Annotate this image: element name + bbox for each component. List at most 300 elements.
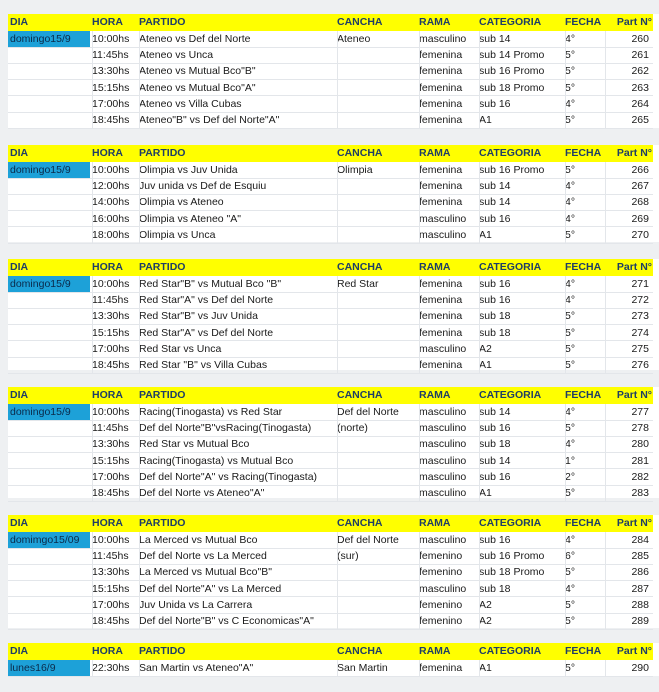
table-row [8, 485, 653, 501]
table-row [8, 469, 653, 485]
row-gridline [8, 676, 653, 677]
cell-partido: Olimpia vs Juv Unida [139, 164, 238, 176]
cell-categoria: sub 14 [479, 406, 511, 418]
column-header-rama: RAMA [419, 16, 451, 28]
cell-part: 272 [631, 294, 649, 307]
cell-cancha: (sur) [337, 550, 359, 563]
cell-fecha: 5° [565, 326, 576, 339]
cell-categoria: sub 18 [479, 438, 511, 451]
match-block [0, 515, 659, 629]
cell-hora: 10:00hs [92, 33, 130, 45]
day-cell [8, 660, 90, 676]
cell-part: 287 [631, 582, 649, 595]
row-gridline [8, 243, 653, 244]
column-header-categoria: CATEGORIA [479, 16, 542, 28]
cell-part: 271 [631, 278, 649, 290]
header-row [8, 515, 653, 532]
cell-fecha: 2° [565, 470, 576, 483]
cell-rama: femenina [419, 326, 463, 339]
cell-rama: femenina [419, 196, 463, 209]
cell-cancha: Def del Norte [337, 534, 399, 546]
cell-partido: Def del Norte vs Ateneo"A" [139, 487, 265, 499]
cell-part: 265 [631, 114, 649, 126]
day-label: domingo15/9 [10, 406, 71, 418]
match-block [0, 387, 659, 501]
column-gridline [605, 404, 606, 501]
cell-rama: femenina [419, 310, 463, 323]
column-header-fecha: FECHA [565, 147, 602, 159]
cell-partido: Racing(Tinogasta) vs Mutual Bco [139, 454, 294, 467]
cell-hora: 22:30hs [92, 662, 130, 674]
row-gutter [0, 259, 8, 373]
table-row [8, 597, 653, 613]
column-gridline [337, 162, 338, 243]
cell-fecha: 4° [565, 278, 576, 290]
day-label: domingo15/9 [10, 278, 71, 290]
cell-cancha: San Martin [337, 662, 388, 674]
column-gridline [92, 660, 93, 676]
cell-partido: Olimpia vs Ateneo [139, 196, 224, 209]
cell-rama: femenina [419, 97, 463, 110]
cell-hora: 14:00hs [92, 196, 130, 209]
cell-part: 281 [631, 454, 649, 467]
cell-rama: masculino [419, 406, 467, 418]
cell-rama: masculino [419, 438, 467, 451]
table-row [8, 532, 653, 548]
cell-hora: 17:00hs [92, 342, 130, 355]
column-gridline [605, 31, 606, 128]
column-header-rama: RAMA [419, 261, 451, 273]
cell-categoria: A2 [479, 598, 492, 611]
cell-fecha: 5° [565, 615, 576, 627]
column-gridline [92, 404, 93, 501]
table-row [8, 63, 653, 79]
table-row [8, 613, 653, 629]
day-cell [8, 532, 90, 548]
cell-categoria: sub 14 [479, 33, 511, 45]
column-gridline [419, 532, 420, 629]
block-separator [0, 628, 659, 643]
column-header-hora: HORA [92, 517, 123, 529]
cell-part: 280 [631, 438, 649, 451]
cell-categoria: sub 14 [479, 180, 511, 193]
column-header-partido: PARTIDO [139, 517, 186, 529]
header-row [8, 387, 653, 404]
cell-partido: Red Star "B" vs Villa Cubas [139, 359, 268, 371]
column-header-rama: RAMA [419, 517, 451, 529]
column-header-categoria: CATEGORIA [479, 517, 542, 529]
column-gridline [139, 532, 140, 629]
cell-fecha: 4° [565, 180, 576, 193]
cell-categoria: A2 [479, 342, 492, 355]
cell-fecha: 4° [565, 406, 576, 418]
cell-fecha: 5° [565, 487, 576, 499]
cell-cancha: Def del Norte [337, 406, 399, 418]
column-header-part: Part N° [616, 16, 652, 28]
table-row [8, 564, 653, 580]
table-row [8, 211, 653, 227]
cell-hora: 10:00hs [92, 406, 130, 418]
cell-partido: Def del Norte"A" vs Racing(Tinogasta) [139, 470, 318, 483]
cell-hora: 17:00hs [92, 598, 130, 611]
cell-hora: 10:00hs [92, 278, 130, 290]
row-gutter [0, 643, 8, 676]
cell-fecha: 5° [565, 662, 576, 674]
cell-categoria: sub 16 [479, 470, 511, 483]
block-separator [0, 0, 659, 14]
column-gridline [419, 31, 420, 128]
cell-fecha: 5° [565, 566, 576, 579]
cell-rama: masculino [419, 228, 467, 241]
cell-partido: Red Star"A" vs Def del Norte [139, 294, 274, 307]
cell-partido: Ateneo vs Mutual Bco"B" [139, 65, 256, 78]
column-gridline [479, 31, 480, 128]
column-gridline [565, 162, 566, 243]
cell-categoria: sub 14 [479, 454, 511, 467]
cell-rama: femenina [419, 164, 463, 176]
cell-rama: masculino [419, 454, 467, 467]
cell-part: 270 [631, 228, 649, 241]
cell-rama: masculino [419, 342, 467, 355]
cell-hora: 16:00hs [92, 212, 130, 225]
column-gridline [565, 660, 566, 676]
cell-fecha: 5° [565, 114, 576, 126]
cell-partido: Juv unida vs Def de Esquiu [139, 180, 267, 193]
column-header-hora: HORA [92, 645, 123, 657]
cell-hora: 15:15hs [92, 81, 130, 94]
cell-part: 288 [631, 598, 649, 611]
cell-rama: femenina [419, 65, 463, 78]
cell-categoria: A1 [479, 228, 492, 241]
column-header-partido: PARTIDO [139, 16, 186, 28]
cell-cancha: Ateneo [337, 33, 371, 45]
cell-categoria: sub 16 Promo [479, 164, 545, 176]
table-row [8, 325, 653, 341]
cell-partido: Def del Norte"B"vsRacing(Tinogasta) [139, 422, 312, 435]
column-header-categoria: CATEGORIA [479, 389, 542, 401]
cell-hora: 12:00hs [92, 180, 130, 193]
table-row [8, 80, 653, 96]
day-cell [8, 162, 90, 178]
column-header-hora: HORA [92, 261, 123, 273]
row-gutter [0, 145, 8, 243]
cell-fecha: 5° [565, 65, 576, 78]
cell-partido: Red Star vs Unca [139, 342, 222, 355]
cell-hora: 13:30hs [92, 566, 130, 579]
cell-fecha: 4° [565, 438, 576, 451]
table-row [8, 660, 653, 676]
cell-part: 276 [631, 359, 649, 371]
cell-hora: 18:00hs [92, 228, 130, 241]
block-separator [0, 242, 659, 259]
column-header-cancha: CANCHA [337, 389, 383, 401]
cell-hora: 11:45hs [92, 550, 129, 563]
cell-rama: femenino [419, 615, 463, 627]
cell-partido: Red Star"A" vs Def del Norte [139, 326, 274, 339]
column-gridline [565, 404, 566, 501]
cell-partido: Red Star"B" vs Mutual Bco "B" [139, 278, 282, 290]
cell-categoria: sub 14 Promo [479, 49, 545, 62]
cell-fecha: 4° [565, 582, 576, 595]
cell-hora: 18:45hs [92, 487, 130, 499]
cell-hora: 15:15hs [92, 454, 130, 467]
cell-rama: masculino [419, 33, 467, 45]
column-gridline [337, 660, 338, 676]
cell-partido: Ateneo vs Mutual Bco"A" [139, 81, 256, 94]
cell-part: 284 [631, 534, 649, 546]
header-row [8, 643, 653, 660]
column-header-fecha: FECHA [565, 16, 602, 28]
column-header-part: Part N° [616, 261, 652, 273]
cell-part: 268 [631, 196, 649, 209]
table-row [8, 308, 653, 324]
cell-partido: La Merced vs Mutual Bco [139, 534, 258, 546]
column-gridline [479, 276, 480, 373]
row-gridline [8, 501, 653, 502]
row-gridline [8, 629, 653, 630]
cell-fecha: 5° [565, 422, 576, 435]
row-gutter [0, 14, 8, 128]
day-label: domimgo15/09 [10, 534, 80, 546]
column-gridline [605, 660, 606, 676]
cell-part: 269 [631, 212, 649, 225]
cell-part: 285 [631, 550, 649, 563]
column-header-categoria: CATEGORIA [479, 147, 542, 159]
block-separator [0, 128, 659, 145]
cell-fecha: 5° [565, 598, 576, 611]
cell-part: 289 [631, 615, 649, 627]
table-row [8, 357, 653, 373]
cell-partido: Red Star"B" vs Juv Unida [139, 310, 258, 323]
column-gridline [92, 162, 93, 243]
cell-hora: 11:45hs [92, 49, 129, 62]
cell-cancha: (norte) [337, 422, 368, 435]
cell-fecha: 5° [565, 81, 576, 94]
column-gridline [419, 162, 420, 243]
cell-categoria: sub 16 Promo [479, 65, 545, 78]
cell-part: 278 [631, 422, 649, 435]
column-gridline [565, 276, 566, 373]
column-header-cancha: CANCHA [337, 147, 383, 159]
column-gridline [139, 162, 140, 243]
column-header-rama: RAMA [419, 645, 451, 657]
match-block [0, 145, 659, 243]
column-gridline [337, 532, 338, 629]
cell-categoria: A1 [479, 662, 492, 674]
column-gridline [479, 404, 480, 501]
column-gridline [139, 660, 140, 676]
cell-categoria: A2 [479, 615, 492, 627]
column-header-dia: DIA [10, 517, 29, 529]
cell-partido: Racing(Tinogasta) vs Red Star [139, 406, 283, 418]
table-row [8, 341, 653, 357]
cell-fecha: 4° [565, 212, 576, 225]
cell-categoria: sub 18 [479, 582, 511, 595]
cell-part: 264 [631, 97, 649, 110]
header-row [8, 14, 653, 31]
cell-fecha: 5° [565, 164, 576, 176]
cell-part: 277 [631, 406, 649, 418]
column-gridline [605, 162, 606, 243]
cell-partido: Def del Norte"A" vs La Merced [139, 582, 282, 595]
column-gridline [337, 31, 338, 128]
cell-partido: Ateneo vs Villa Cubas [139, 97, 242, 110]
day-label: domingo15/9 [10, 164, 71, 176]
column-header-part: Part N° [616, 645, 652, 657]
column-gridline [605, 532, 606, 629]
cell-categoria: sub 16 [479, 278, 511, 290]
cell-hora: 15:15hs [92, 582, 130, 595]
cell-categoria: sub 18 [479, 310, 511, 323]
column-gridline [419, 276, 420, 373]
column-gridline [92, 31, 93, 128]
column-gridline [337, 404, 338, 501]
column-gridline [419, 404, 420, 501]
cell-hora: 11:45hs [92, 294, 129, 307]
cell-fecha: 4° [565, 294, 576, 307]
column-gridline [92, 532, 93, 629]
cell-partido: Def del Norte"B" vs C Economicas"A" [139, 615, 314, 627]
cell-rama: femenina [419, 114, 463, 126]
cell-hora: 18:45hs [92, 114, 130, 126]
cell-partido: Olimpia vs Unca [139, 228, 216, 241]
cell-partido: Red Star vs Mutual Bco [139, 438, 250, 451]
cell-hora: 13:30hs [92, 438, 130, 451]
cell-rama: femenina [419, 180, 463, 193]
cell-partido: La Merced vs Mutual Bco"B" [139, 566, 272, 579]
table-row [8, 47, 653, 63]
cell-hora: 18:45hs [92, 615, 130, 627]
cell-hora: 11:45hs [92, 422, 129, 435]
cell-part: 274 [631, 326, 649, 339]
column-header-fecha: FECHA [565, 389, 602, 401]
column-gridline [139, 276, 140, 373]
cell-rama: masculino [419, 487, 467, 499]
column-header-partido: PARTIDO [139, 645, 186, 657]
cell-hora: 13:30hs [92, 310, 130, 323]
cell-rama: femenina [419, 359, 463, 371]
cell-fecha: 4° [565, 196, 576, 209]
column-header-dia: DIA [10, 16, 29, 28]
column-gridline [605, 276, 606, 373]
column-header-cancha: CANCHA [337, 261, 383, 273]
match-block [0, 643, 659, 676]
cell-categoria: sub 18 [479, 326, 511, 339]
cell-categoria: sub 16 [479, 212, 511, 225]
column-gridline [565, 532, 566, 629]
column-header-part: Part N° [616, 517, 652, 529]
cell-categoria: sub 16 [479, 534, 511, 546]
cell-categoria: sub 14 [479, 196, 511, 209]
column-header-fecha: FECHA [565, 261, 602, 273]
cell-fecha: 5° [565, 359, 576, 371]
cell-categoria: A1 [479, 359, 492, 371]
column-gridline [337, 276, 338, 373]
cell-partido: Olimpia vs Ateneo "A" [139, 212, 242, 225]
cell-part: 266 [631, 164, 649, 176]
table-row [8, 178, 653, 194]
cell-rama: femenina [419, 81, 463, 94]
header-row [8, 145, 653, 162]
match-block [0, 259, 659, 373]
day-label: lunes16/9 [10, 662, 56, 674]
table-row [8, 276, 653, 292]
cell-rama: femenina [419, 294, 463, 307]
table-row [8, 194, 653, 210]
cell-categoria: sub 16 Promo [479, 550, 545, 563]
block-separator [0, 676, 659, 692]
cell-partido: San Martin vs Ateneo"A" [139, 662, 254, 674]
table-row [8, 404, 653, 420]
table-row [8, 162, 653, 178]
cell-part: 275 [631, 342, 649, 355]
column-header-partido: PARTIDO [139, 261, 186, 273]
column-header-cancha: CANCHA [337, 16, 383, 28]
column-gridline [419, 660, 420, 676]
cell-part: 262 [631, 65, 649, 78]
table-row [8, 292, 653, 308]
cell-hora: 10:00hs [92, 534, 130, 546]
column-gridline [479, 162, 480, 243]
table-row [8, 453, 653, 469]
cell-part: 286 [631, 566, 649, 579]
column-gridline [479, 660, 480, 676]
cell-partido: Ateneo vs Def del Norte [139, 33, 251, 45]
cell-part: 261 [631, 49, 649, 62]
cell-categoria: A1 [479, 487, 492, 499]
row-gridline [8, 128, 653, 129]
cell-partido: Juv Unida vs La Carrera [139, 598, 253, 611]
cell-categoria: sub 18 Promo [479, 566, 545, 579]
column-gridline [92, 276, 93, 373]
column-gridline [565, 31, 566, 128]
column-header-dia: DIA [10, 389, 29, 401]
column-header-dia: DIA [10, 147, 29, 159]
cell-rama: masculino [419, 470, 467, 483]
cell-hora: 13:30hs [92, 65, 130, 78]
cell-fecha: 5° [565, 342, 576, 355]
cell-part: 282 [631, 470, 649, 483]
row-gutter [0, 515, 8, 629]
header-row [8, 259, 653, 276]
column-header-categoria: CATEGORIA [479, 645, 542, 657]
cell-rama: masculino [419, 534, 467, 546]
column-header-hora: HORA [92, 16, 123, 28]
column-header-categoria: CATEGORIA [479, 261, 542, 273]
column-header-rama: RAMA [419, 147, 451, 159]
column-header-hora: HORA [92, 147, 123, 159]
column-gridline [139, 31, 140, 128]
cell-part: 263 [631, 81, 649, 94]
cell-fecha: 4° [565, 33, 576, 45]
cell-part: 267 [631, 180, 649, 193]
column-header-partido: PARTIDO [139, 147, 186, 159]
cell-rama: masculino [419, 422, 467, 435]
column-header-dia: DIA [10, 645, 29, 657]
column-header-cancha: CANCHA [337, 517, 383, 529]
cell-hora: 17:00hs [92, 470, 130, 483]
column-header-dia: DIA [10, 261, 29, 273]
cell-fecha: 5° [565, 49, 576, 62]
row-gridline [8, 373, 653, 374]
day-label: domingo15/9 [10, 33, 71, 45]
cell-rama: femenino [419, 550, 463, 563]
table-row [8, 436, 653, 452]
cell-cancha: Olimpia [337, 164, 373, 176]
cell-fecha: 4° [565, 97, 576, 110]
cell-fecha: 1° [565, 454, 576, 467]
cell-partido: Ateneo vs Unca [139, 49, 214, 62]
